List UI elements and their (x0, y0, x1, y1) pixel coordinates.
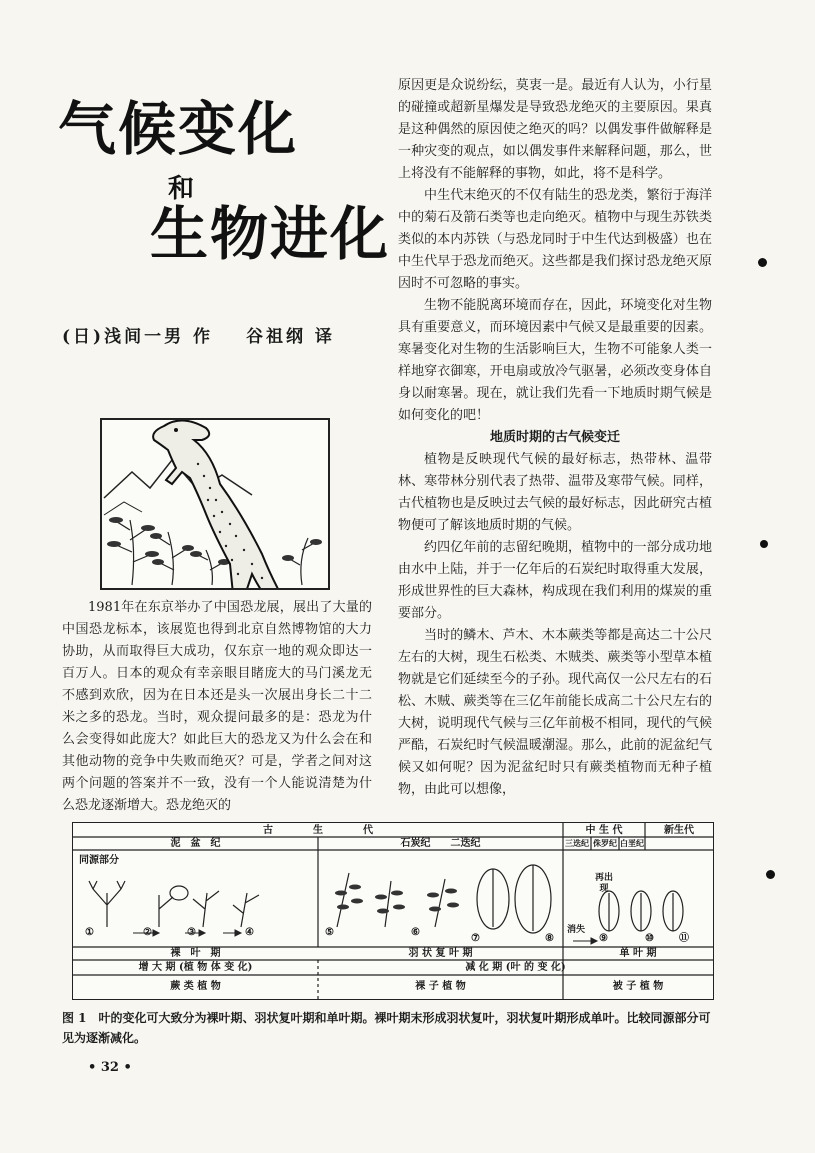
body-paragraph: 植物是反映现代气候的最好标志，热带林、温带林、寒带林分别代表了热带、温带及寒带气候。同样，古代植物也是反映过去气候的最好标志，因此研究古植物便可了解该地质时期的气候。 (398, 452, 712, 533)
leaf-bare-stage-label: 裸 叶 期 (170, 948, 221, 959)
gymnosperm-group-label: 裸 子 植 物 (415, 981, 466, 992)
title-line1: 气候变化 (58, 95, 299, 163)
leaf-simple-stage-label: 单 叶 期 (619, 948, 657, 959)
period-triassic-label: 三迭纪 (565, 838, 589, 848)
dinosaur-drawing (102, 420, 328, 588)
angiosperm-group-label: 被 子 植 物 (612, 981, 664, 992)
body-paragraph: 约四亿年前的志留纪晚期，植物中的一部分成功地由水中上陆，并于一亿年后的石炭纪时取得重大发展，形成世界性的巨大森林，构成现在我们利用的煤炭的重要部分。 (398, 540, 712, 621)
marker-7: ⑦ (471, 933, 480, 944)
marker-2: ② (143, 927, 152, 938)
body-paragraph: 1981年在东京举办了中国恐龙展，展出了大量的中国恐龙标本，该展览也得到北京自然博物馆的大力协助，从而取得巨大成功，仅东京一地的观众即达一百万人。日本的观众有幸亲眼目睹庞大的马门溪龙无不感到欢欣，因为在日本还是头一次展出身长二十二米之多的恐龙。当时，观众提问最多的是：恐龙为什么会变得如此庞大？如此巨大的恐龙又为什么会在和其他动物的竞争中失败而绝灭？可是，学者之间对这两个问题的答案并不一致，没有一个人能说清楚为什么恐龙逐渐增大。恐龙绝灭的 (62, 600, 372, 813)
left-column (62, 597, 372, 817)
marker-9: ⑨ (599, 933, 608, 944)
author-credit: (日)浅间一男 作 (62, 327, 214, 347)
body-paragraph: 中生代末绝灭的不仅有陆生的恐龙类，繁衍于海洋中的菊石及箭石类等也走向绝灭。植物中与现生苏铁类类似的本内苏铁（与恐龙同时于中生代达到极盛）也在中生代早于恐龙而绝灭。这些都是我们探讨恐龙绝灭原因时不可忽略的事实。 (398, 188, 712, 291)
fern-group-label: 蕨 类 植 物 (170, 981, 221, 992)
body-paragraph: 当时的鳞木、芦木、木本蕨类等都是高达二十公尺左右的大树，现生石松类、木贼类、蕨类等小型草本植物就是它们延续至今的子孙。现代高仅一公尺左右的石松、木贼、蕨类等在三亿年前能长成高二十公尺左右的大树，说明现代气候与三亿年前极不相同，现代的气候严酷，石炭纪时气候温暖潮湿。那么，此前的泥盆纪气候又如何呢？因为泥盆纪时只有蕨类植物而无种子植物，由此可以想像， (398, 628, 712, 797)
marker-6: ⑥ (411, 927, 420, 938)
era-mesozoic-label: 中 生 代 (585, 825, 623, 836)
enlarge-stage-label: 增 大 期 (植 物 体 变 化) (138, 962, 253, 973)
figure-caption: 图 1 叶的变化可大致分为裸叶期、羽状复叶期和单叶期。裸叶期末形成羽状复叶，羽状复叶期形成单叶。比较同源部分可见为逐渐减化。 (62, 1011, 711, 1045)
reappear-annotation: 再出现 (594, 873, 613, 894)
period-devonian-label: 泥 盆 纪 (170, 838, 221, 849)
marker-11: ⑪ (679, 933, 689, 944)
vanish-annotation: 消失 (567, 925, 586, 935)
section-heading: 地质时期的古气候变迁 (489, 430, 620, 445)
scan-mark (766, 870, 775, 879)
leaf-pinnate-stage-label: 羽 状 复 叶 期 (408, 948, 473, 959)
scan-mark (758, 258, 767, 267)
title-line2: 生物进化 (150, 200, 391, 268)
marker-8: ⑧ (545, 933, 554, 944)
period-jurassic-label: 侏罗纪 (593, 838, 617, 848)
homology-label: 同源部分 (79, 855, 119, 866)
period-carboniferous-permian-label: 石炭纪 二迭纪 (400, 838, 481, 849)
marker-4: ④ (245, 927, 254, 938)
marker-3: ③ (187, 927, 196, 938)
marker-1: ① (85, 927, 94, 938)
body-paragraph: 原因更是众说纷纭，莫衷一是。最近有人认为，小行星的碰撞或超新星爆发是导致恐龙绝灭的主要原因。果真是这种偶然的原因使之绝灭的吗？以偶发事件做解释是一种灾变的观点，如以偶发事件来解释问题，那么，世上将没有不能解释的事物，如此，将不是科学。 (398, 78, 712, 181)
era-cenozoic-label: 新生代 (664, 825, 694, 836)
body-paragraph: 生物不能脱离环境而存在，因此，环境变化对生物具有重要意义，而环境因素中气候又是最重要的因素。寒暑变化对生物的生活影响巨大，生物不可能象人类一样地穿衣御寒，开电扇或放冷气驱暑，必须改变身体自身以耐寒暑。现在，就让我们先看一下地质时期气候是如何变化的吧！ (398, 298, 712, 423)
dinosaur-illustration (100, 418, 330, 590)
page-number: • 32 • (88, 1060, 132, 1075)
reduce-stage-label: 减 化 期 (叶 的 变 化) (465, 962, 566, 973)
title-conjunction: 和 (168, 174, 195, 204)
period-cretaceous-label: 白垩纪 (620, 838, 644, 848)
marker-5: ⑤ (325, 927, 334, 938)
translator-credit: 谷祖纲 译 (246, 327, 335, 347)
marker-10: ⑩ (645, 933, 654, 944)
era-paleozoic-label: 古 生 代 (263, 825, 373, 836)
scan-mark (760, 540, 768, 548)
right-column (398, 75, 712, 801)
figure-leaf-evolution (72, 822, 714, 1000)
